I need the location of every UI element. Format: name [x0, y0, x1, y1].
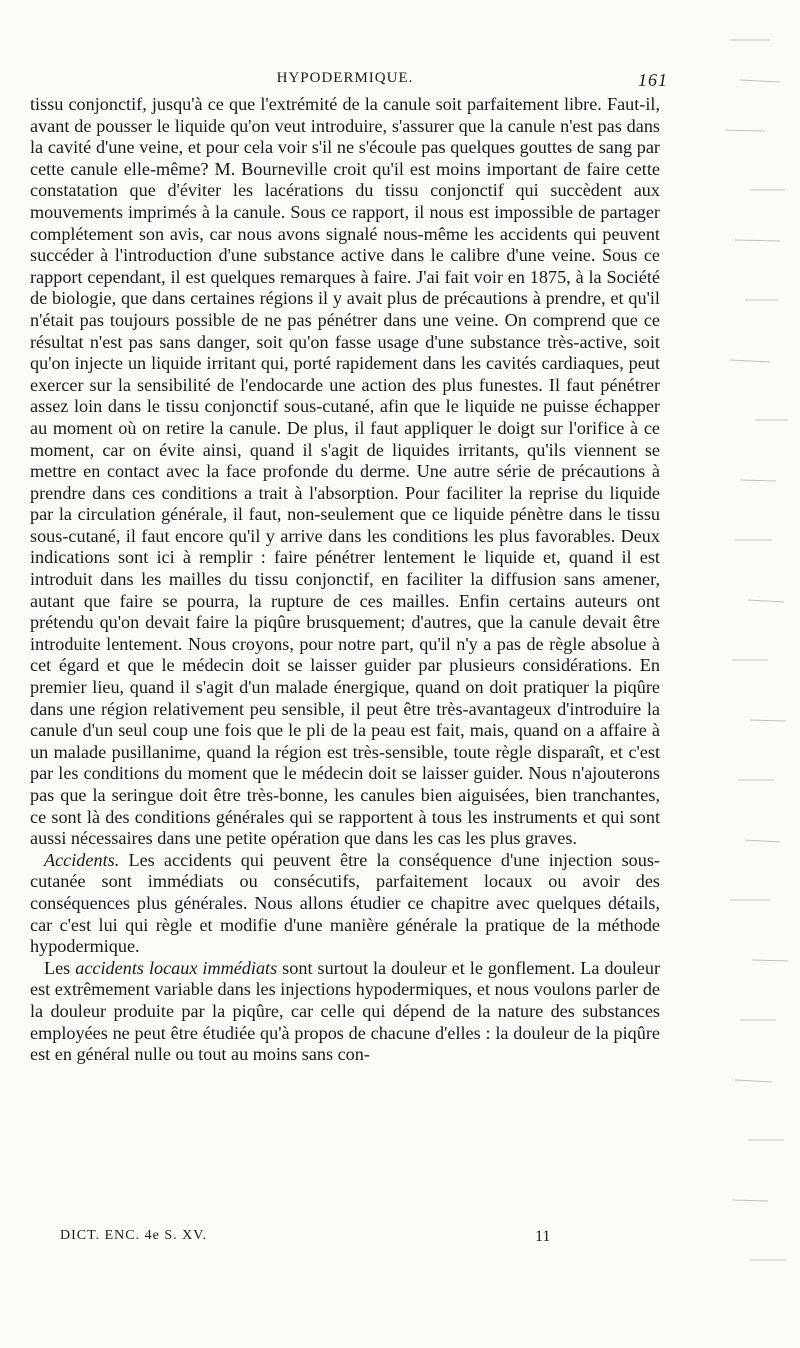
page	[30, 60, 668, 1066]
sheet-number: 11	[535, 1228, 551, 1245]
signature-mark: DICT. ENC. 4e S. XV.	[60, 1228, 208, 1243]
paragraph	[30, 94, 660, 850]
running-title: HYPODERMIQUE.	[276, 70, 414, 86]
paragraph	[30, 850, 660, 958]
text-run: Les	[44, 957, 76, 978]
page-number: 161	[638, 70, 668, 90]
paragraph	[30, 958, 660, 1066]
running-header	[30, 60, 668, 90]
margin-scan-artifacts	[710, 0, 800, 1348]
text-run: Les accidents qui peuvent être la conséquence d'une injection sous-cutanée sont immédiats ou consécutifs, parfaitement locaux ou avoir des conséquences plus générales. Nous allons étudier ce chapitre avec quelques détails, car c'est lui qui règle et modifie d'une manière générale la pratique de la méthode hypodermique.	[30, 849, 660, 957]
italic-text: Accidents.	[44, 849, 120, 870]
page-footer	[60, 1228, 650, 1252]
text-run: sont surtout la douleur et le gonflement. La douleur est extrêmement variable dans les injections hypodermiques, et nous voulons parler de la douleur produite par la piqûre, car celle qui dépend de la nature des substances employées ne peut être étudiée qu'à propos de chacune d'elles : la douleur de la piqûre est en général nulle ou tout au moins sans con-	[30, 957, 661, 1065]
text-run: tissu conjonctif, jusqu'à ce que l'extrémité de la canule soit parfaitement libre. Faut-il, avant de pousser le liquide qu'on veut introduire, s'assurer que la canule n'est pas dans la cavité d'une veine, et pour cela voir s'il ne s'écoule pas quelques gouttes de sang par cette canule elle-même? M. Bourneville croit qu'il est moins important de faire cette constatation que d'éviter les lacérations du tissu conjonctif qui succèdent aux mouvements imprimés à la canule. Sous ce rapport, il nous est impossible de partager complétement son avis, car nous avons signalé nous-même les accidents qui peuvent succéder à l'introduction d'une substance active dans le calibre d'une veine. Sous ce rapport cependant, il est quelques remarques à faire. J'ai fait voir en 1875, à la Société de biologie, que dans certaines régions il y avait plus de précautions à prendre, et qu'il n'était pas toujours possible de ne pas pénétrer dans une veine. On comprend que ce résultat n'est pas sans danger, soit qu'on fasse usage d'une substance très-active, soit qu'on injecte un liquide irritant qui, porté rapidement dans les cavités cardiaques, peut exercer sur la sensibilité de l'endocarde une action des plus funestes. Il faut pénétrer assez loin dans le tissu conjonctif sous-cutané, afin que le liquide ne puisse échapper au moment où on retire la canule. De plus, il faut appliquer le doigt sur l'orifice à ce moment, car on évite ainsi, quand il s'agit de liquides irritants, qu'ils viennent se mettre en contact avec la face profonde du derme. Une autre série de précautions à prendre dans ces conditions a trait à l'absorption. Pour faciliter la reprise du liquide par la circulation générale, il faut, non-seulement que ce liquide pénètre dans le tissu sous-cutané, il faut encore qu'il y arrive dans les conditions les plus favorables. Deux indications sont ici à remplir : faire pénétrer lentement le liquide et, quand il est introduit dans les mailles du tissu conjonctif, en faciliter la diffusion sans amener, autant que faire se pourra, la rupture de ces mailles. Enfin certains auteurs ont prétendu qu'on devait faire la piqûre brusquement; d'autres, que la canule devait être introduite lentement. Nous croyons, pour notre part, qu'il n'y a pas de règle absolue à cet égard et que le médecin doit se laisser guider par plusieurs considérations. En premier lieu, quand il s'agit d'un malade énergique, quand on doit pratiquer la piqûre dans une région relativement peu sensible, il peut être très-avantageux d'introduire la canule d'un seul coup une fois que le pli de la peau est fait, mais, quand on a affaire à un malade pusillanime, quand la région est très-sensible, toute règle disparaît, et c'est par les conditions du moment que le médecin doit se laisser guider. Nous n'ajouterons pas que la seringue doit être très-bonne, les canules bien aiguisées, bien tranchantes, ce sont là des conditions générales qui se rapportent à tous les instruments et qui sont aussi nécessaires dans une petite opération que dans les cas les plus graves.	[30, 94, 660, 849]
italic-text: accidents locaux immédiats	[75, 957, 278, 978]
body-text	[30, 94, 660, 1066]
